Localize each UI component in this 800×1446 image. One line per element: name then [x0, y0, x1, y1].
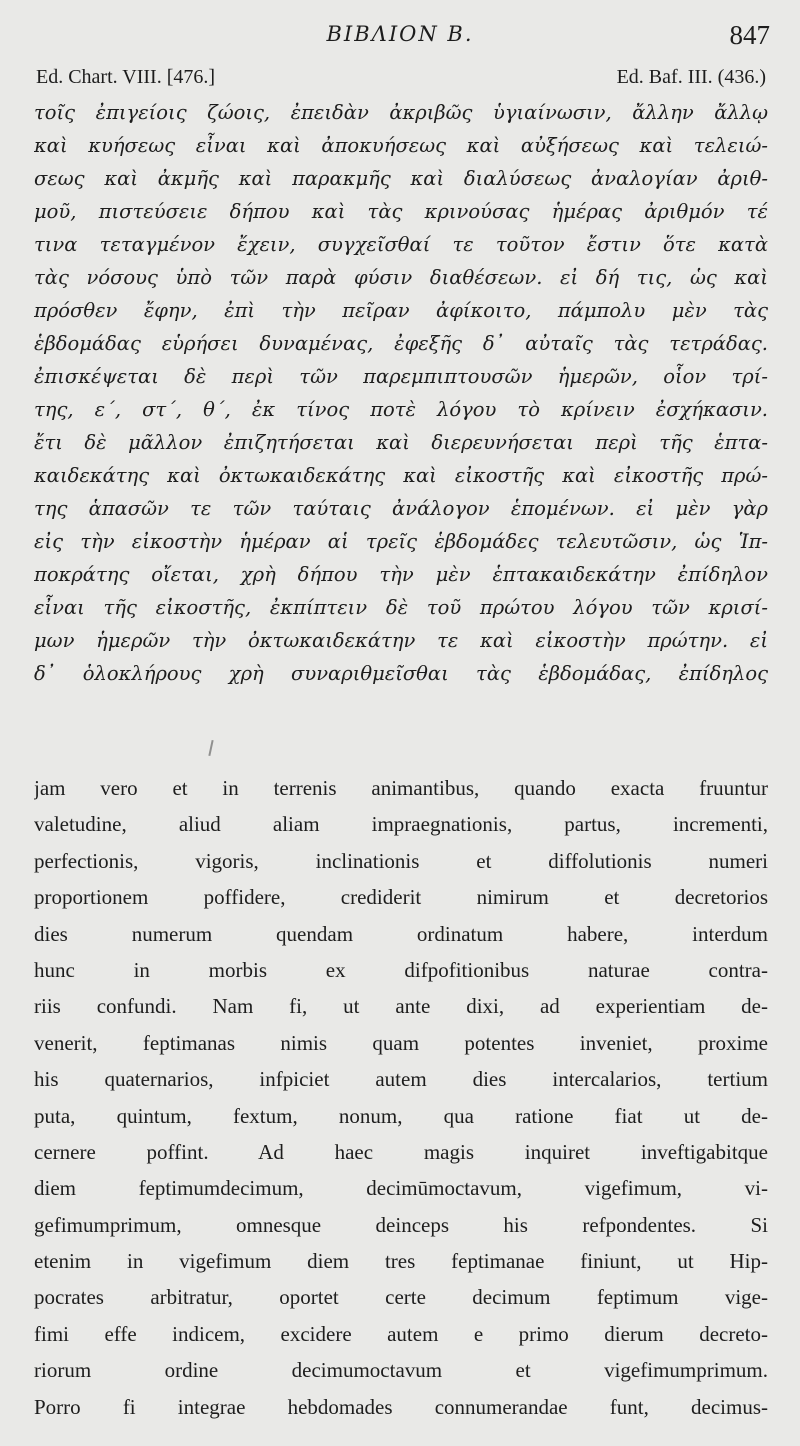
greek-line: καιδεκάτης καὶ ὀκτωκαιδεκάτης καὶ εἰκοστῆς καὶ εἰκοστῆς πρώ- — [34, 464, 768, 487]
greek-line: τινα τεταγμένον ἔχειν, συγχεῖσθαί τε τοῦτον ἔστιν ὅτε κατὰ — [34, 233, 768, 256]
latin-line: venerit, feptimanas nimis quam potentes inveniet, proxime — [34, 1030, 768, 1055]
latin-line: riorum ordine decimumoctavum et vigefimumprimum. — [34, 1358, 768, 1383]
latin-line: perfectionis, vigoris, inclinationis et diffolutionis numeri — [34, 848, 768, 873]
latin-line: jam vero et in terrenis animantibus, quando exacta fruuntur — [34, 776, 768, 800]
edition-chart-ref: Ed. Chart. VIII. [476.] — [36, 66, 216, 88]
latin-line: Porro fi integrae hebdomades connumerandae funt, decimus- — [34, 1394, 768, 1419]
greek-line: της ἁπασῶν τε τῶν ταύταις ἀνάλογον ἑπομένων. εἰ μὲν γὰρ — [34, 497, 768, 520]
greek-line: πρόσθεν ἔφην, ἐπὶ τὴν πεῖραν ἀφίκοιτο, πάμπολυ μὲν τὰς — [34, 299, 768, 322]
greek-line: μοῦ, πιστεύσειε δήπου καὶ τὰς κρινούσας ἡμέρας ἀριθμόν τέ — [34, 200, 768, 223]
latin-line: proportionem poffidere, crediderit nimirum et decretorios — [34, 885, 768, 910]
greek-text — [34, 96, 768, 690]
page-number: 847 — [729, 20, 770, 50]
greek-line: σεως καὶ ἀκμῆς καὶ παρακμῆς καὶ διαλύσεως ἀναλογίαν ἀριθ- — [34, 167, 768, 190]
latin-line: etenim in vigefimum diem tres feptimanae finiunt, ut Hip- — [34, 1249, 768, 1274]
latin-line: puta, quintum, fextum, nonum, qua ratione fiat ut de- — [34, 1103, 768, 1128]
greek-line: καὶ κυήσεως εἶναι καὶ ἀποκυήσεως καὶ αὐξήσεως καὶ τελειώ- — [34, 134, 768, 157]
greek-line: ἑβδομάδας εὑρήσει δυναμένας, ἐφεξῆς δ᾽ αὐταῖς τὰς τετράδας. — [34, 332, 768, 355]
running-head — [0, 20, 800, 56]
latin-line: riis confundi. Nam fi, ut ante dixi, ad experientiam de- — [34, 994, 768, 1019]
latin-line: fimi effe indicem, excidere autem e primo dierum decreto- — [34, 1321, 768, 1346]
edition-references — [36, 66, 766, 94]
latin-line: hunc in morbis ex difpofitionibus naturae contra- — [34, 957, 768, 982]
greek-line: μων ἡμερῶν τὴν ὀκτωκαιδεκάτην τε καὶ εἰκοστὴν πρώτην. εἰ — [34, 629, 768, 652]
edition-basel-ref: Ed. Baf. III. (436.) — [616, 66, 766, 88]
latin-line: pocrates arbitratur, oportet certe decimum feptimum vige- — [34, 1285, 768, 1310]
greek-line: τοῖς ἐπιγείοις ζώοις, ἐπειδὰν ἀκριβῶς ὑγιαίνωσιν, ἄλλην ἄλλῳ — [34, 101, 768, 124]
latin-line: dies numerum quendam ordinatum habere, interdum — [34, 921, 768, 946]
greek-line: ἔτι δὲ μᾶλλον ἐπιζητήσεται καὶ διερευνήσεται περὶ τῆς ἑπτα- — [34, 431, 768, 454]
latin-line: his quaternarios, infpiciet autem dies intercalarios, tertium — [34, 1067, 768, 1092]
book-title: ΒΙΒΛΙΟΝ Β. — [326, 22, 474, 46]
greek-line: εἰς τὴν εἰκοστὴν ἡμέραν αἱ τρεῖς ἑβδομάδες τελευτῶσιν, ὡς Ἱπ- — [34, 530, 768, 553]
latin-line: cernere poffint. Ad haec magis inquiret inveftigabitque — [34, 1139, 768, 1164]
latin-line: gefimumprimum, omnesque deinceps his refpondentes. Si — [34, 1212, 768, 1237]
greek-line: ἐπισκέψεται δὲ περὶ τῶν παρεμπιπτουσῶν ἡμερῶν, οἷον τρί- — [34, 365, 768, 388]
greek-line: δ᾽ ὁλοκλήρους χρὴ συναριθμεῖσθαι τὰς ἑβδομάδας, ἐπίδηλος — [34, 662, 768, 685]
greek-line: εἶναι τῆς εἰκοστῆς, ἐκπίπτειν δὲ τοῦ πρώτου λόγου τῶν κρισί- — [34, 596, 768, 619]
greek-line: τὰς νόσους ὑπὸ τῶν παρὰ φύσιν διαθέσεων. εἰ δή τις, ὡς καὶ — [34, 266, 768, 289]
latin-line: diem feptimumdecimum, decimūmoctavum, vigefimum, vi- — [34, 1176, 768, 1201]
latin-text — [34, 770, 768, 1425]
greek-line: ποκράτης οἴεται, χρὴ δήπου τὴν μὲν ἑπτακαιδεκάτην ἐπίδηλον — [34, 563, 768, 586]
ink-mark — [208, 740, 213, 756]
greek-line: της, ε΄, στ΄, θ΄, ἐκ τίνος ποτὲ λόγου τὸ κρίνειν ἐσχήκασιν. — [34, 398, 768, 421]
latin-line: valetudine, aliud aliam impraegnationis, partus, incrementi, — [34, 812, 768, 837]
